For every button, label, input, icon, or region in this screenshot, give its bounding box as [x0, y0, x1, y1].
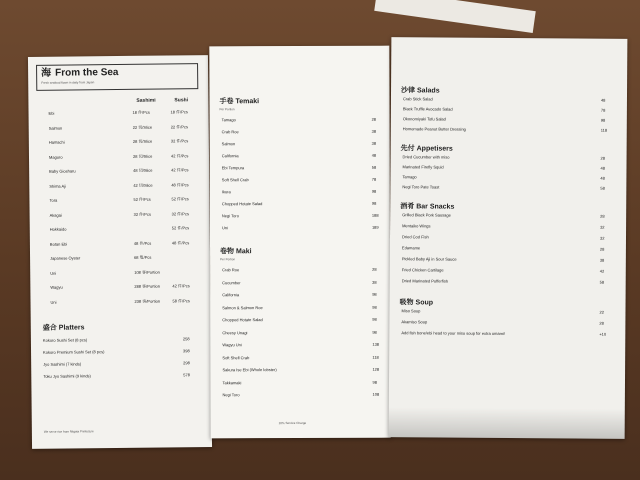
temaki-item-name: Negi Toro: [221, 213, 239, 219]
maki-item-name: Sakura Ise Ebi (Whole lobster): [222, 367, 277, 373]
menu-panel-snacks: [389, 37, 628, 439]
maki-item-name: Cheesy Unagi: [222, 329, 248, 335]
snack-item-name: Dried Marinated Pufferfish: [401, 278, 449, 284]
sea-item-name: Botan Ebi: [49, 241, 68, 247]
temaki-title-cn: 手卷: [219, 98, 234, 106]
temaki-item-price: 188: [371, 212, 379, 218]
maki-item-name: Negi Toro: [222, 392, 240, 398]
service-charge: 10% Service Charge: [278, 420, 307, 426]
maki-item-name: Soft Shell Crab: [222, 354, 250, 360]
appetiser-item-name: Negi Toro Pate Toast: [402, 184, 440, 190]
sea-item-sashimi: 28 切/Slice: [132, 138, 153, 144]
snacks-title: Bar Snacks: [416, 203, 455, 211]
sea-item-sushi: 32 件/Pcs: [171, 210, 189, 216]
soup-item-name: Akamiso Soup: [401, 319, 428, 325]
sea-item-sushi: 48 件/Pcs: [171, 181, 189, 187]
sea-item-sushi: 58 件/Pcs: [172, 297, 190, 303]
maki-item-price: 108: [372, 391, 380, 397]
maki-item-price: 118: [372, 354, 379, 360]
sea-item-sashimi: 48 件/Pcs: [133, 240, 152, 246]
sea-item-name: Tora: [49, 197, 58, 203]
snack-item-price: 32: [600, 224, 605, 230]
salad-item-price: 78: [600, 107, 606, 113]
sea-item-sashimi: 48 切/Slice: [133, 167, 153, 173]
maki-item-name: Salmon & Salmon Roe: [222, 304, 263, 310]
menu-panel-rolls: [209, 46, 390, 439]
platter-item-name: Jyo Sashimi (7 kinds): [43, 361, 82, 367]
snack-item-price: 28: [600, 213, 605, 219]
salads-title-cn: 沙律: [401, 87, 416, 95]
soup-item-price: 28: [599, 320, 604, 326]
temaki-item-price: 98: [371, 200, 377, 206]
soup-item-price: +10: [599, 331, 607, 337]
sea-item-sushi: 42 件/Pcs: [172, 283, 190, 289]
maki-per: Per Portion: [220, 257, 236, 262]
sea-item-name: Shima Aji: [49, 183, 67, 189]
col-sushi: Sushi: [174, 97, 189, 104]
sea-item-name: Ebi: [48, 110, 55, 116]
temaki-item-name: Ikura: [221, 189, 231, 195]
snack-item-price: 42: [599, 268, 605, 274]
temaki-item-name: Ebi Tempura: [221, 165, 245, 171]
maki-item-price: 128: [372, 366, 380, 372]
panel-shadow: [389, 407, 625, 439]
sea-item-sushi: 42 件/Pcs: [170, 152, 189, 158]
platters-title: Platters: [58, 324, 85, 332]
sea-item-name: Wagyu: [50, 284, 63, 290]
snack-item-price: 32: [599, 235, 605, 241]
appetiser-item-name: Tamago: [402, 174, 417, 180]
maki-item-name: Crab Roe: [222, 267, 240, 273]
salads-title: Salads: [417, 87, 440, 95]
platter-item-price: 298: [183, 360, 190, 366]
platter-item-price: 578: [183, 372, 191, 378]
temaki-item-name: Tamago: [221, 117, 236, 123]
temaki-item-price: 78: [371, 176, 377, 182]
salad-item-name: Okonomiyaki Tofu Salad: [402, 116, 446, 122]
salad-item-price: 98: [600, 117, 606, 123]
temaki-item-price: 28: [371, 116, 377, 122]
sea-subtitle: Fresh seafood flown in daily from Japan: [41, 80, 95, 85]
maki-item-price: 98: [372, 379, 377, 385]
sea-title: From the Sea: [55, 67, 119, 79]
soup-title: Soup: [415, 299, 434, 307]
appetisers-title-cn: 先付: [400, 145, 415, 153]
appetiser-item-price: 58: [600, 185, 605, 191]
sea-item-name: Maguro: [48, 154, 63, 160]
sea-item-sashimi: 42 切/Slice: [133, 182, 153, 188]
salad-item-price: 48: [600, 97, 606, 103]
temaki-item-price: 48: [371, 152, 377, 158]
appetisers-title: Appetisers: [416, 145, 453, 153]
menu-panel-sea: [28, 55, 212, 449]
platter-item-name: Toku Jyo Sashimi (9 kinds): [43, 373, 91, 379]
sea-item-name: Uni: [50, 299, 57, 305]
maki-item-name: Wagyu Uni: [222, 342, 242, 348]
salad-item-name: Crab Stick Salad: [402, 96, 433, 102]
temaki-per: Per Portion: [219, 107, 235, 112]
sea-item-sushi: 42 件/Pcs: [171, 167, 189, 173]
temaki-item-price: 98: [371, 188, 377, 194]
soup-item-name: Add fish bone/ebi head to your miso soup for extra umami!: [401, 330, 505, 336]
maki-item-price: 98: [372, 316, 377, 322]
sea-item-sushi: 52 件/Pcs: [171, 225, 190, 231]
soup-title-cn: 吸物: [399, 299, 414, 307]
maki-title-cn: 卷物: [220, 248, 235, 256]
maki-item-name: Takkamaki: [222, 379, 242, 385]
maki-item-price: 138: [372, 341, 380, 347]
maki-item-name: Chopped Hotate Salad: [222, 317, 263, 323]
snack-item-name: Fried Chicken Cartilage: [401, 267, 444, 273]
sea-item-sushi: 18 件/Pcs: [170, 109, 188, 115]
sea-item-name: Hamachi: [48, 139, 65, 145]
rice-footer: We serve rice from Niigata Prefecture: [43, 429, 94, 434]
salad-item-name: Black Truffle Avocado Salad: [402, 106, 453, 112]
platter-item-price: 398: [183, 348, 190, 354]
temaki-item-price: 38: [371, 140, 377, 146]
snack-item-name: Mentaiko Wings: [402, 223, 431, 229]
maki-title: Maki: [236, 248, 252, 256]
sea-item-sashimi: 68 隻/Pcs: [134, 254, 152, 260]
appetiser-item-price: 48: [600, 175, 605, 181]
paper-corner: [374, 0, 536, 33]
temaki-title: Temaki: [235, 98, 260, 106]
maki-item-price: 98: [372, 291, 377, 297]
platter-item-name: Kokoro Premium Sushi Set (8 pcs): [43, 349, 105, 355]
sea-item-name: Uni: [50, 270, 57, 276]
maki-item-name: Cucumber: [222, 279, 241, 285]
temaki-item-name: Salmon: [221, 141, 236, 147]
snack-item-name: Dried Cod Fish: [401, 234, 429, 240]
snack-item-name: Pickled Baby Aji in Sour Sauce: [401, 256, 457, 262]
sea-item-sashimi: 52 件/Pcs: [133, 196, 151, 202]
sea-item-sushi: 48 件/Pcs: [171, 239, 190, 245]
snacks-title-cn: 酒肴: [400, 203, 415, 211]
sea-item-sashimi: 28 切/Slice: [132, 153, 153, 159]
appetiser-item-price: 48: [600, 165, 605, 171]
temaki-item-name: Soft Shell Crab: [221, 177, 249, 183]
snack-item-price: 28: [599, 246, 605, 252]
soup-item-price: 22: [599, 309, 604, 315]
sea-item-name: Hokkaido: [49, 226, 67, 232]
sea-item-sushi: 32 件/Pcs: [170, 138, 189, 144]
sea-item-sashimi: 108 客/Portion: [134, 269, 160, 275]
sea-item-sashimi: 18 件/Pcs: [132, 109, 150, 115]
snack-item-name: Grilled Black Pork Sausage: [402, 212, 451, 218]
sea-item-sashimi: 288 客/Portion: [134, 283, 160, 289]
maki-item-price: 98: [372, 304, 377, 310]
temaki-item-name: California: [221, 153, 239, 159]
temaki-item-price: 38: [371, 128, 377, 134]
sea-item-name: Akagai: [49, 212, 62, 218]
sea-title-cn: 海: [41, 67, 52, 79]
appetiser-item-name: Dried Cucumber with miso: [402, 154, 450, 160]
platter-item-price: 258: [182, 336, 190, 342]
sea-item-sushi: 52 件/Pcs: [171, 196, 189, 202]
soup-item-name: Miso Soup: [401, 308, 421, 314]
temaki-item-price: 58: [371, 164, 377, 170]
maki-item-price: 28: [372, 266, 377, 272]
sea-item-name: Baby Giosharu: [49, 168, 76, 174]
temaki-item-price: 189: [371, 224, 379, 230]
temaki-item-name: Uni: [221, 225, 228, 231]
sea-item-sashimi: 238 客/Portion: [134, 298, 161, 304]
appetiser-item-price: 28: [600, 155, 606, 161]
sea-item-sashimi: 32 件/Pcs: [133, 211, 151, 217]
maki-item-price: 98: [372, 329, 377, 335]
sea-item-sushi: 22 件/Pcs: [170, 123, 189, 129]
maki-item-name: California: [222, 292, 240, 298]
col-sashimi: Sashimi: [136, 97, 156, 104]
salad-item-name: Homemade Peanut Butter Dressing: [402, 126, 466, 132]
sea-item-name: Japanese Oyster: [50, 255, 81, 261]
sea-item-name: Salmon: [48, 125, 63, 131]
temaki-item-name: Chopped Hotate Salad: [221, 201, 263, 207]
appetiser-item-name: Marinated Firefly Squid: [402, 164, 444, 170]
snack-item-name: Edamame: [401, 245, 421, 251]
temaki-item-name: Crab Roe: [221, 129, 239, 135]
sea-item-sashimi: 22 切/Slice: [132, 124, 153, 130]
salad-item-price: 118: [600, 127, 608, 133]
snack-item-price: 58: [599, 279, 605, 285]
maki-item-price: 38: [372, 279, 377, 285]
snack-item-price: 38: [599, 257, 605, 263]
platter-item-name: Kokoro Sushi Set (8 pcs): [42, 337, 88, 343]
platters-title-cn: 盛合: [42, 324, 57, 332]
